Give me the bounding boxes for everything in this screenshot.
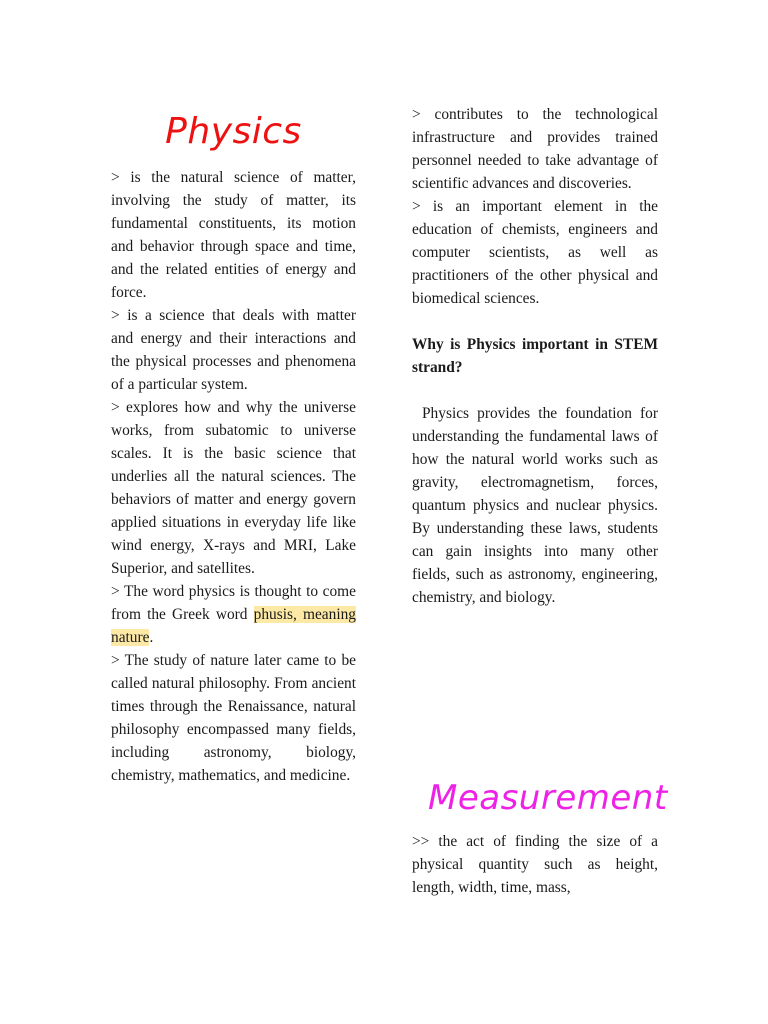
paragraph-matter-energy: > is a science that deals with matter and energy and their interactions and the physical processes and phenomena of a particular system. <box>111 307 356 393</box>
measurement-definition: >> the act of finding the size of a physical quantity such as height, length, width, time, mass, <box>412 833 658 896</box>
stem-answer-paragraph: Physics provides the foundation for understanding the fundamental laws of how the natural world works such as gravity, electromagnetism, forces, quantum physics and nuclear physics. By understanding these laws, students can gain insights into many other fields, such as astronomy, engineering, chemistry, and biology. <box>412 405 658 606</box>
paragraph-natural-science: > is the natural science of matter, involving the study of matter, its fundamental constituents, its motion and behavior through space and time, and the related entities of energy and force. <box>111 169 356 301</box>
greek-text-before: > The word physics is thought to come from the Greek word <box>111 583 356 623</box>
measurement-section <box>412 830 658 899</box>
left-column <box>111 166 356 787</box>
stem-question-heading: Why is Physics important in STEM strand? <box>412 336 658 376</box>
greek-text-after: . <box>149 629 154 646</box>
highlighted-phrase: phusis, meaning nature <box>111 606 356 646</box>
right-column <box>412 103 658 609</box>
paragraph-contributes: > contributes to the technological infrastructure and provides trained personnel needed to take advantage of scientific advances and discoveries. <box>412 106 658 192</box>
paragraph-greek-word <box>111 580 356 649</box>
measurement-title: Measurement <box>428 778 668 818</box>
physics-title: Physics <box>165 111 302 152</box>
paragraph-natural-philosophy: > The study of nature later came to be called natural philosophy. From ancient times through the Renaissance, natural philosophy encompassed many fields, including astronomy, biology, chemistry, mathematics, and medicine. <box>111 652 356 784</box>
paragraph-education: > is an important element in the education of chemists, engineers and computer scientists, as well as practitioners of the other physical and biomedical sciences. <box>412 198 658 307</box>
spacer <box>412 379 658 402</box>
spacer <box>412 310 658 333</box>
paragraph-explores: > explores how and why the universe works, from subatomic to universe scales. It is the basic science that underlies all the natural sciences. The behaviors of matter and energy govern applied situations in everyday life like wind energy, X-rays and MRI, Lake Superior, and satellites. <box>111 399 356 577</box>
